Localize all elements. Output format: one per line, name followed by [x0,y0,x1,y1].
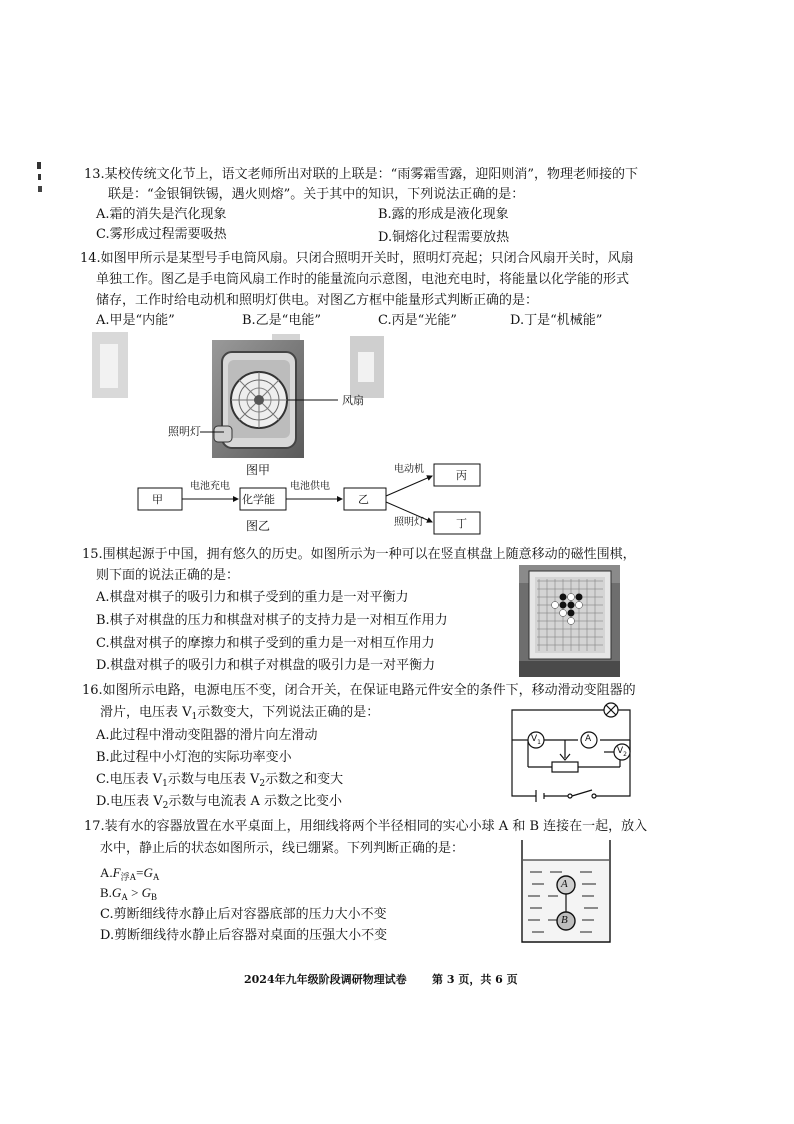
energy-flow-diagram [136,460,486,540]
q13-option-c: C.雾形成过程需要吸热 [96,227,227,242]
box-ding-label: 丁 [456,517,467,530]
box-jia-label: 甲 [152,493,163,506]
q14-stem-line2: 单独工作。图乙是手电筒风扇工作时的能量流向示意图，电池充电时，将能量以化学能的形式 [96,272,630,287]
q15-stem-line2: 则下面的说法正确的是： [96,568,240,583]
q14-stem-line1: 14.如图甲所示是某型号手电筒风扇。只闭合照明开关时，照明灯亮起；只闭合风扇开关时，风扇 [80,251,634,266]
fan-leader-lines [180,380,340,440]
arrow-lamp-label: 照明灯 [394,517,424,528]
q14-stem-line3: 储存，工作时给电动机和照明灯供电。对图乙方框中能量形式判断正确的是： [96,293,539,308]
figure-a-caption: 图甲 [246,463,271,477]
q16-stem-line1: 16.如图所示电路，电源电压不变，闭合开关，在保证电路元件安全的条件下，移动滑动变阻器的 [82,683,636,698]
meter-v1: $V_1$ [531,734,541,746]
ball-a-label: A [561,878,568,890]
arrow-motor-label: 电动机 [394,464,424,475]
go-board-photo [519,565,620,677]
box-yi-label: 乙 [358,493,369,506]
q16-stem-line2: 滑片，电压表 $V_1$示数变大，下列说法正确的是： [100,705,380,722]
q17-option-d: D.剪断细线待水静止后容器对桌面的压强大小不变 [100,928,388,943]
fan-label: 风扇 [342,394,364,407]
q15-option-d: D.棋盘对棋子的吸引力和棋子对棋盘的吸引力是一对平衡力 [96,658,436,673]
arrow-supply-label: 电池供电 [290,481,330,492]
container-diagram [520,838,612,946]
q13-option-a: A.霜的消失是汽化现象 [96,207,227,222]
meter-a: A [585,734,592,744]
q17-option-c: C.剪断细线待水静止后对容器底部的压力大小不变 [100,907,387,922]
q17-stem-line2: 水中，静止后的状态如图所示，线已绷紧。下列判断正确的是： [100,841,465,856]
margin-marks [36,160,44,196]
footer-title: 2024年九年级阶段调研物理试卷 [244,973,407,986]
q16-option-d: D.电压表 $V_2$示数与电流表 A 示数之比变小 [96,794,343,811]
q13-stem-line2: 联是：“金银铜铁锡，遇火则熔”。关于其中的知识，下列说法正确的是： [108,187,525,202]
q15-stem-line1: 15.围棋起源于中国，拥有悠久的历史。如图所示为一种可以在竖直棋盘上随意移动的磁性围棋， [82,547,636,562]
q13-option-b: B.露的形成是液化现象 [378,207,509,222]
q17-option-b: $B.G_A > G_B$ [100,885,158,902]
q14-option-d: D.丁是“机械能” [510,313,603,328]
q16-option-c: C.电压表 $V_1$示数与电压表 $V_2$示数之和变大 [96,772,344,789]
q13-stem-line1: 13.某校传统文化节上，语文老师所出对联的上联是：“雨雾霜雪露，迎阳则消”，物理老师接的下 [84,167,638,182]
q15-option-b: B.棋子对棋盘的压力和棋盘对棋子的支持力是一对相互作用力 [96,613,448,628]
q15-option-a: A.棋盘对棋子的吸引力和棋子受到的重力是一对平衡力 [96,590,409,605]
figure-b-caption: 图乙 [246,519,271,533]
footer-page-number: 第 3 页，共 6 页 [432,973,518,986]
q13-option-d: D.铜熔化过程需要放热 [378,230,510,245]
q17-stem-line1: 17.装有水的容器放置在水平桌面上，用细线将两个半径相同的实心小球 A 和 B 连接在一起，放入 [84,819,648,834]
q16-option-b: B.此过程中小灯泡的实际功率变小 [96,750,292,765]
q14-option-c: C.丙是“光能” [378,313,457,328]
circuit-diagram [508,700,634,806]
q14-option-b: B.乙是“电能” [242,313,321,328]
light-label: 照明灯 [168,425,201,438]
q17-option-a: $A.F_{浮A}=G_A$ [100,865,160,882]
q15-option-c: C.棋盘对棋子的摩擦力和棋子受到的重力是一对相互作用力 [96,636,435,651]
q14-option-a: A.甲是“内能” [96,313,175,328]
q16-option-a: A.此过程中滑动变阻器的滑片向左滑动 [96,728,318,743]
box-bing-label: 丙 [456,469,467,482]
arrow-charge-label: 电池充电 [190,481,230,492]
box-chemical-label: 化学能 [242,493,275,506]
ball-b-label: B [561,914,568,926]
meter-v2: $V_2$ [617,746,627,758]
